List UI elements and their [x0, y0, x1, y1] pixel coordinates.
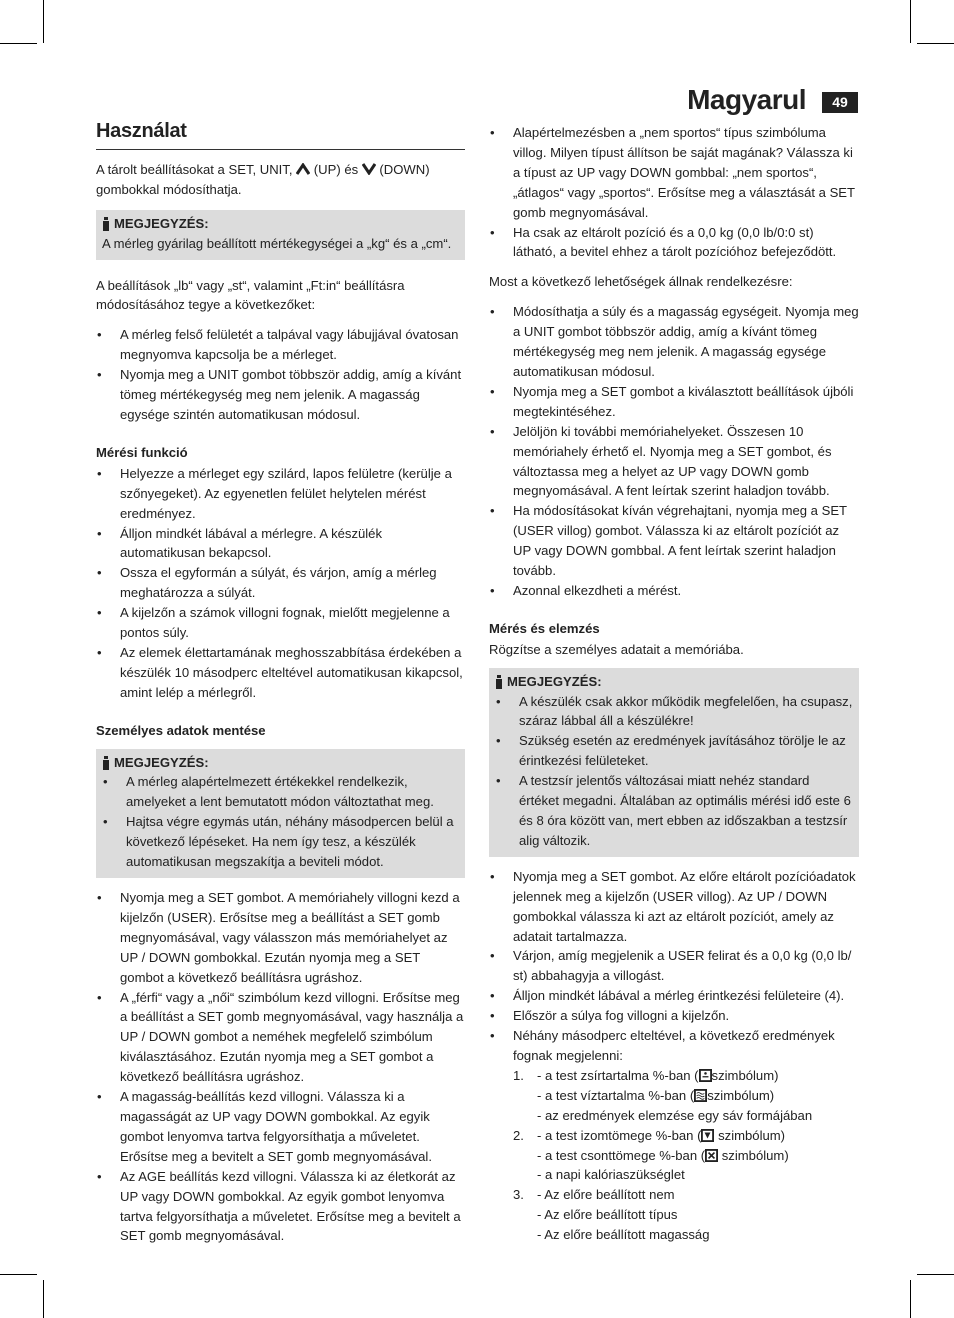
- list-item: • Alapértelmezésben a „nem sportos“ típus szimbóluma villog. Milyen típust állítson be saját magának? Válassza ki a típust az UP vagy DOWN gombbal: „nem sportos“, „átlagos“ vagy „sportos“. Erősítse meg a választását a SET gomb megnyomásával.: [489, 123, 859, 223]
- note-box: [96, 210, 465, 260]
- list-item: • A készülék csak akkor működik megfelelően, ha csupasz, száraz lábbal áll a készülékre!: [495, 692, 853, 732]
- results-list: [513, 1066, 859, 1245]
- crop-mark: [917, 43, 954, 44]
- list-item: • Nyomja meg a SET gombot a kiválasztott beállítások újbóli megtekintéséhez.: [489, 382, 859, 422]
- info-icon: [495, 675, 503, 689]
- options-intro: Most a következő lehetőségek állnak rendelkezésre:: [489, 274, 793, 290]
- list-item: • Nyomja meg a UNIT gombot többször addig, amíg a kívánt tömeg mértékegység meg nem jelenik. A magasság egysége szintén automatikusan módosul.: [96, 365, 465, 425]
- section-heading: Használat: [96, 122, 465, 150]
- list-item: • Nyomja meg a SET gombot. Az előre eltárolt pozícióadatok jelennek meg a kijelzőn (USER villog). Az UP / DOWN gombokkal válassza ki azt az eltárolt pozíciót, amely az adatait tartalmazza.: [489, 867, 859, 947]
- units-intro: A beállítások „lb“ vagy „st“, valamint „Ft:in“ beállításra módosításához tegye a következőket:: [96, 277, 405, 313]
- subheading-save: Személyes adatok mentése: [96, 722, 266, 738]
- list-item: • Először a súlya fog villogni a kijelzőn.: [489, 1006, 859, 1026]
- result-group: 1. - a test zsírtartalma %-ban ( szimbólum) - a test víztartalma %-ban ( szimbólum) - az eredmények elemzése egy sáv formájában: [513, 1067, 813, 1123]
- crop-mark: [43, 0, 44, 43]
- analysis-intro: Rögzítse a személyes adatait a memóriába.: [489, 641, 744, 657]
- subheading-measure: Mérési funkció: [96, 444, 188, 460]
- list-item: • Várjon, amíg megjelenik a USER felirat és a 0,0 kg (0,0 lb/ st) abbahagyja a villogást.: [489, 946, 859, 986]
- list-item: • Hajtsa végre egymás után, néhány másodpercen belül a következő lépéseket. Ha nem így tesz, a készülék automatikusan megszakítja a beviteli módot.: [102, 812, 459, 872]
- language-title: Magyarul: [687, 84, 806, 115]
- list-item: • A magasság-beállítás kezd villogni. Válassza ki a magasságát az UP vagy DOWN gombokkal. Az egyik gombot lenyomva tartva felgyorsíthatja a műveletet. Erősítse meg a bevitelt a SET gomb megnyomásával.: [96, 1087, 465, 1167]
- note-title: MEGJEGYZÉS:: [507, 673, 602, 689]
- result-group: 2. - a test izomtömege %-ban ( szimbólum) - a test csonttömege %-ban ( szimbólum) - a napi kalóriaszükséglet: [513, 1127, 789, 1183]
- page-number: 49: [822, 92, 858, 113]
- list-item: • A „férfi“ vagy a „női“ szimbólum kezd villogni. Erősítse meg a beállítást a SET gomb megnyomásával, vagy használja a UP / DOWN gombot a neméhek megfelelő szimbólum kiválasztásához. Ezután nyomja meg a SET gombot a következő beállításra ugráshoz.: [96, 988, 465, 1088]
- list-item: • Szükség esetén az eredmények javításához törölje le az érintkezési felületeket.: [495, 731, 853, 771]
- list-item: • Néhány másodperc elteltével, a következő eredmények fognak megjelenni:: [489, 1026, 859, 1066]
- list-item: • A kijelzőn a számok villogni fognak, mielőtt megjelenne a pontos súly.: [96, 603, 465, 643]
- down-arrow-icon: [362, 163, 376, 175]
- list-item: • Álljon mindkét lábával a mérlegre. A készülék automatikusan bekapcsol.: [96, 524, 465, 564]
- list-item: • Helyezze a mérleget egy szilárd, lapos felületre (kerülje a szőnyegeket). Az egyenetlen felület helytelen mérést eredményez.: [96, 464, 465, 524]
- left-column: [96, 122, 465, 1256]
- note-title: MEGJEGYZÉS:: [114, 754, 209, 770]
- save-list: [96, 888, 465, 1246]
- list-item: • Nyomja meg a SET gombot. A memóriahely villogni kezd a kijelzőn (USER). Erősítse meg a beállítást a SET gomb megnyomásával, vagy válasszon más memóriahelyet az UP / DOWN gombokkal. Ezután nyomja meg a SET gombot a következő beállításra ugráshoz.: [96, 888, 465, 988]
- list-item: • A mérleg felső felületét a talpával vagy lábujjával óvatosan megnyomva kapcsolja be a mérleget.: [96, 325, 465, 365]
- body-water-icon: [694, 1089, 707, 1102]
- up-arrow-icon: [296, 163, 310, 175]
- crop-mark: [917, 1274, 954, 1275]
- crop-mark: [0, 43, 37, 44]
- list-item: • Azonnal elkezdheti a mérést.: [489, 581, 859, 601]
- list-item: • Módosíthatja a súly és a magasság egységeit. Nyomja meg a UNIT gombot többször addig, amíg a kívánt tömeg mértékegység meg nem jelenik. A magasság egysége automatikusan módosul.: [489, 302, 859, 382]
- crop-mark: [43, 1280, 44, 1318]
- right-column: [489, 123, 859, 1245]
- list-item: • A testzsír jelentős változásai miatt nehéz standard értéket megadni. Általában az optimális mérési idő este 6 és 8 óra között van, mert ebben az időszakban a testzsír alig változik.: [495, 771, 853, 851]
- note-box: [96, 749, 465, 878]
- intro-paragraph: A tárolt beállításokat a SET, UNIT, (UP) és (DOWN) gombokkal módosíthatja.: [96, 161, 430, 197]
- crop-mark: [910, 1280, 911, 1318]
- note-text: A mérleg gyárilag beállított mértékegységei a „kg“ és a „cm“.: [102, 235, 452, 251]
- bone-mass-icon: [705, 1149, 718, 1162]
- body-fat-icon: [699, 1069, 712, 1082]
- info-icon: [102, 217, 110, 231]
- result-group: 3. - Az előre beállított nem - Az előre beállított típus - Az előre beállított magasság: [513, 1187, 710, 1243]
- list-item: • Ha módosításokat kíván végrehajtani, nyomja meg a SET (USER villog) gombot. Válassza ki az eltárolt pozíciót az UP vagy DOWN gombbal. A fent leírtak szerint haladjon tovább.: [489, 501, 859, 581]
- list-item: • Álljon mindkét lábával a mérleg érintkezési felületeire (4).: [489, 986, 859, 1006]
- list-item: • A mérleg alapértelmezett értékekkel rendelkezik, amelyeket a lent bemutatott módon változtathat meg.: [102, 772, 459, 812]
- options-list: [489, 302, 859, 601]
- subheading-analysis: Mérés és elemzés: [489, 620, 600, 636]
- list-item: • Jelöljön ki további memóriahelyeket. Összesen 10 memóriahely érhető el. Nyomja meg a SET gombot, és változtassa meg a helyet az UP vagy DOWN gomb megnyomásával. A fent leírtak szerint haladjon tovább.: [489, 422, 859, 502]
- units-list: [96, 325, 465, 425]
- info-icon: [102, 756, 110, 770]
- list-item: • Az AGE beállítás kezd villogni. Válassza ki az életkorát az UP vagy DOWN gombokkal. Az egyik gombot lenyomva tartva felgyorsíthatja a műveletet. Erősítse meg a bevitelt a SET gomb megnyomásával.: [96, 1167, 465, 1247]
- type-list: [489, 123, 859, 262]
- note-box: [489, 668, 859, 857]
- list-item: • Ha csak az eltárolt pozíció és a 0,0 kg (0,0 lb/0:0 st) látható, a bevitel ehhez a tárolt pozícióhoz befejeződött.: [489, 223, 859, 263]
- list-item: • Ossza el egyformán a súlyát, és várjon, amíg a mérleg meghatározza a súlyát.: [96, 563, 465, 603]
- muscle-mass-icon: [701, 1129, 714, 1142]
- list-item: • Az elemek élettartamának meghosszabbítása érdekében a készülék 10 másodperc elteltével automatikusan kikapcsol, amint lelép a mérlegről.: [96, 643, 465, 703]
- analysis-list: [489, 867, 859, 1066]
- note-title: MEGJEGYZÉS:: [114, 215, 209, 231]
- crop-mark: [0, 1274, 37, 1275]
- measure-list: [96, 464, 465, 703]
- crop-mark: [910, 0, 911, 43]
